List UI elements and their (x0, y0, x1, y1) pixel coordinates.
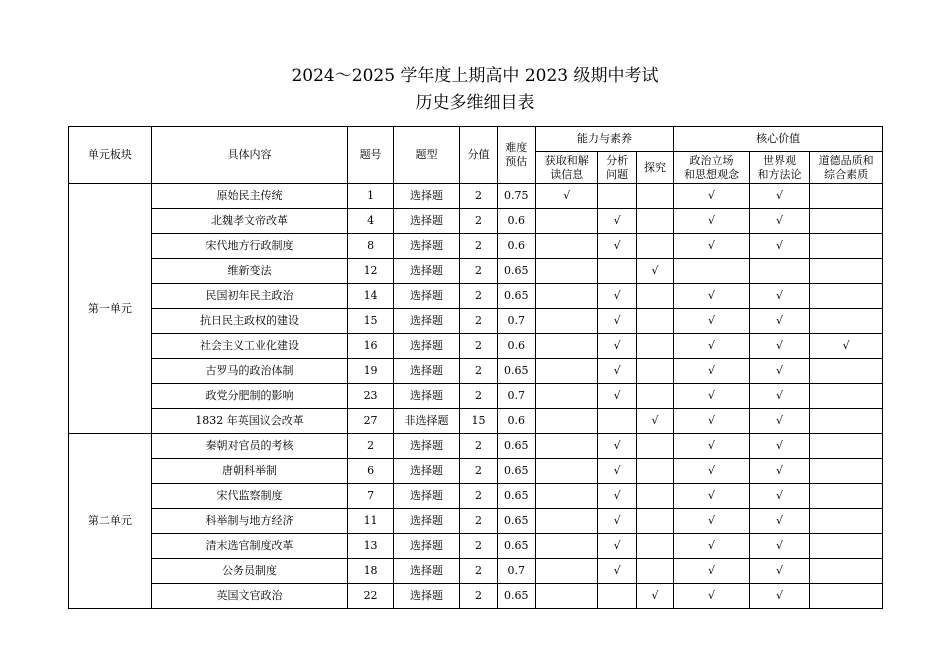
value-moral-cell (810, 534, 883, 559)
value-political-cell: √ (674, 434, 750, 459)
content-cell: 维新变法 (151, 259, 348, 284)
question-type-cell: 非选择题 (393, 409, 460, 434)
value-worldview-cell: √ (749, 284, 810, 309)
difficulty-cell: 0.7 (497, 559, 535, 584)
value-political-cell: √ (674, 484, 750, 509)
ability-analysis-cell: √ (598, 559, 636, 584)
ability-analysis-cell: √ (598, 509, 636, 534)
difficulty-cell: 0.65 (497, 434, 535, 459)
value-political-cell: √ (674, 334, 750, 359)
question-number-cell: 2 (348, 434, 393, 459)
ability-info-cell (535, 434, 598, 459)
ability-analysis-cell: √ (598, 284, 636, 309)
value-worldview-cell: √ (749, 409, 810, 434)
content-cell: 民国初年民主政治 (151, 284, 348, 309)
ability-info-cell: √ (535, 184, 598, 209)
ability-analysis-cell (598, 184, 636, 209)
table-row (69, 309, 883, 334)
score-cell: 2 (460, 559, 497, 584)
ability-analysis-cell: √ (598, 484, 636, 509)
value-moral-cell: √ (810, 334, 883, 359)
question-type-cell: 选择题 (393, 459, 460, 484)
header-ability-info: 获取和解 读信息 (535, 152, 598, 184)
table-row (69, 184, 883, 209)
ability-analysis-cell: √ (598, 334, 636, 359)
value-worldview-cell: √ (749, 459, 810, 484)
ability-analysis-cell (598, 409, 636, 434)
table-row (69, 334, 883, 359)
ability-info-cell (535, 484, 598, 509)
header-unit: 单元板块 (69, 127, 152, 184)
difficulty-cell: 0.65 (497, 584, 535, 609)
content-cell: 公务员制度 (151, 559, 348, 584)
score-cell: 2 (460, 359, 497, 384)
value-worldview-cell: √ (749, 184, 810, 209)
question-number-cell: 19 (348, 359, 393, 384)
ability-inquiry-cell (636, 359, 673, 384)
question-type-cell: 选择题 (393, 234, 460, 259)
difficulty-cell: 0.7 (497, 384, 535, 409)
table-row (69, 384, 883, 409)
question-number-cell: 1 (348, 184, 393, 209)
table-row (69, 284, 883, 309)
table-body (69, 184, 883, 609)
score-cell: 15 (460, 409, 497, 434)
question-number-cell: 11 (348, 509, 393, 534)
ability-info-cell (535, 259, 598, 284)
value-moral-cell (810, 234, 883, 259)
difficulty-cell: 0.7 (497, 309, 535, 334)
ability-info-cell (535, 384, 598, 409)
ability-inquiry-cell (636, 459, 673, 484)
content-cell: 1832 年英国议会改革 (151, 409, 348, 434)
value-moral-cell (810, 309, 883, 334)
value-worldview-cell: √ (749, 359, 810, 384)
content-cell: 北魏孝文帝改革 (151, 209, 348, 234)
ability-inquiry-cell (636, 559, 673, 584)
header-values-group: 核心价值 (674, 127, 883, 152)
header-value-moral: 道德品质和 综合素质 (810, 152, 883, 184)
value-worldview-cell (749, 259, 810, 284)
value-worldview-cell: √ (749, 434, 810, 459)
difficulty-cell: 0.65 (497, 259, 535, 284)
value-worldview-cell: √ (749, 334, 810, 359)
score-cell: 2 (460, 484, 497, 509)
table-row (69, 509, 883, 534)
spec-table (68, 126, 883, 609)
table-row (69, 234, 883, 259)
question-type-cell: 选择题 (393, 184, 460, 209)
question-type-cell: 选择题 (393, 434, 460, 459)
ability-analysis-cell: √ (598, 434, 636, 459)
document-title: 2024～2025 学年度上期高中 2023 级期中考试 (291, 66, 659, 86)
question-type-cell: 选择题 (393, 559, 460, 584)
ability-analysis-cell: √ (598, 534, 636, 559)
unit-name: 第一单元 (69, 184, 152, 434)
value-political-cell: √ (674, 409, 750, 434)
ability-info-cell (535, 309, 598, 334)
ability-inquiry-cell: √ (636, 259, 673, 284)
difficulty-cell: 0.65 (497, 359, 535, 384)
ability-inquiry-cell (636, 334, 673, 359)
value-political-cell: √ (674, 584, 750, 609)
content-cell: 秦朝对官员的考核 (151, 434, 348, 459)
score-cell: 2 (460, 284, 497, 309)
table-row (69, 434, 883, 459)
value-worldview-cell: √ (749, 509, 810, 534)
ability-inquiry-cell (636, 434, 673, 459)
ability-info-cell (535, 509, 598, 534)
content-cell: 英国文官政治 (151, 584, 348, 609)
value-political-cell: √ (674, 209, 750, 234)
ability-inquiry-cell (636, 484, 673, 509)
difficulty-cell: 0.65 (497, 284, 535, 309)
value-moral-cell (810, 359, 883, 384)
value-moral-cell (810, 259, 883, 284)
table-row (69, 209, 883, 234)
question-number-cell: 15 (348, 309, 393, 334)
value-moral-cell (810, 184, 883, 209)
ability-inquiry-cell (636, 234, 673, 259)
score-cell: 2 (460, 334, 497, 359)
value-worldview-cell: √ (749, 534, 810, 559)
value-political-cell: √ (674, 559, 750, 584)
content-cell: 宋代监察制度 (151, 484, 348, 509)
ability-analysis-cell: √ (598, 359, 636, 384)
score-cell: 2 (460, 209, 497, 234)
table-row (69, 534, 883, 559)
question-number-cell: 7 (348, 484, 393, 509)
value-worldview-cell: √ (749, 209, 810, 234)
header-question-number: 题号 (348, 127, 393, 184)
question-type-cell: 选择题 (393, 209, 460, 234)
score-cell: 2 (460, 534, 497, 559)
ability-info-cell (535, 409, 598, 434)
score-cell: 2 (460, 434, 497, 459)
value-political-cell: √ (674, 184, 750, 209)
ability-inquiry-cell (636, 534, 673, 559)
header-value-worldview: 世界观 和方法论 (749, 152, 810, 184)
ability-inquiry-cell (636, 509, 673, 534)
value-moral-cell (810, 509, 883, 534)
content-cell: 社会主义工业化建设 (151, 334, 348, 359)
ability-analysis-cell: √ (598, 384, 636, 409)
content-cell: 科举制与地方经济 (151, 509, 348, 534)
ability-analysis-cell: √ (598, 459, 636, 484)
question-number-cell: 13 (348, 534, 393, 559)
value-political-cell: √ (674, 509, 750, 534)
content-cell: 清末选官制度改革 (151, 534, 348, 559)
header-value-political: 政治立场 和思想观念 (674, 152, 750, 184)
question-number-cell: 8 (348, 234, 393, 259)
value-worldview-cell: √ (749, 559, 810, 584)
ability-inquiry-cell: √ (636, 409, 673, 434)
ability-info-cell (535, 334, 598, 359)
value-political-cell: √ (674, 534, 750, 559)
ability-info-cell (535, 559, 598, 584)
question-type-cell: 选择题 (393, 359, 460, 384)
header-difficulty: 难度 预估 (497, 127, 535, 184)
question-type-cell: 选择题 (393, 259, 460, 284)
ability-inquiry-cell (636, 284, 673, 309)
table-row (69, 559, 883, 584)
question-type-cell: 选择题 (393, 309, 460, 334)
question-type-cell: 选择题 (393, 509, 460, 534)
table-row (69, 359, 883, 384)
question-number-cell: 22 (348, 584, 393, 609)
value-moral-cell (810, 409, 883, 434)
difficulty-cell: 0.75 (497, 184, 535, 209)
value-worldview-cell: √ (749, 484, 810, 509)
question-number-cell: 12 (348, 259, 393, 284)
content-cell: 政党分肥制的影响 (151, 384, 348, 409)
question-number-cell: 14 (348, 284, 393, 309)
value-political-cell: √ (674, 459, 750, 484)
score-cell: 2 (460, 259, 497, 284)
ability-info-cell (535, 584, 598, 609)
value-worldview-cell: √ (749, 384, 810, 409)
table-row (69, 584, 883, 609)
score-cell: 2 (460, 234, 497, 259)
question-type-cell: 选择题 (393, 534, 460, 559)
question-type-cell: 选择题 (393, 384, 460, 409)
difficulty-cell: 0.65 (497, 484, 535, 509)
difficulty-cell: 0.6 (497, 409, 535, 434)
score-cell: 2 (460, 309, 497, 334)
header-row-1 (69, 127, 883, 152)
value-worldview-cell: √ (749, 234, 810, 259)
header-ability-analysis: 分析 问题 (598, 152, 636, 184)
content-cell: 宋代地方行政制度 (151, 234, 348, 259)
difficulty-cell: 0.6 (497, 334, 535, 359)
value-political-cell: √ (674, 284, 750, 309)
question-number-cell: 4 (348, 209, 393, 234)
value-moral-cell (810, 559, 883, 584)
header-question-type: 题型 (393, 127, 460, 184)
ability-inquiry-cell (636, 384, 673, 409)
score-cell: 2 (460, 509, 497, 534)
difficulty-cell: 0.65 (497, 509, 535, 534)
question-type-cell: 选择题 (393, 284, 460, 309)
value-moral-cell (810, 284, 883, 309)
header-ability-group: 能力与素养 (535, 127, 673, 152)
ability-analysis-cell (598, 259, 636, 284)
ability-info-cell (535, 459, 598, 484)
value-moral-cell (810, 209, 883, 234)
value-political-cell: √ (674, 234, 750, 259)
unit-name: 第二单元 (69, 434, 152, 609)
ability-inquiry-cell (636, 184, 673, 209)
question-number-cell: 16 (348, 334, 393, 359)
table-row (69, 484, 883, 509)
content-cell: 抗日民主政权的建设 (151, 309, 348, 334)
ability-inquiry-cell: √ (636, 584, 673, 609)
ability-analysis-cell: √ (598, 209, 636, 234)
question-type-cell: 选择题 (393, 484, 460, 509)
value-worldview-cell: √ (749, 584, 810, 609)
header-content: 具体内容 (151, 127, 348, 184)
score-cell: 2 (460, 384, 497, 409)
value-moral-cell (810, 459, 883, 484)
value-political-cell: √ (674, 384, 750, 409)
ability-analysis-cell (598, 584, 636, 609)
table-row (69, 259, 883, 284)
difficulty-cell: 0.6 (497, 209, 535, 234)
table-row (69, 409, 883, 434)
question-number-cell: 6 (348, 459, 393, 484)
document-subtitle: 历史多维细目表 (415, 93, 535, 113)
ability-inquiry-cell (636, 309, 673, 334)
value-political-cell: √ (674, 309, 750, 334)
value-moral-cell (810, 484, 883, 509)
question-number-cell: 27 (348, 409, 393, 434)
ability-analysis-cell: √ (598, 309, 636, 334)
content-cell: 古罗马的政治体制 (151, 359, 348, 384)
value-worldview-cell: √ (749, 309, 810, 334)
header-ability-inquiry: 探究 (636, 152, 673, 184)
value-moral-cell (810, 434, 883, 459)
question-number-cell: 23 (348, 384, 393, 409)
difficulty-cell: 0.65 (497, 459, 535, 484)
header-score: 分值 (460, 127, 497, 184)
difficulty-cell: 0.6 (497, 234, 535, 259)
score-cell: 2 (460, 584, 497, 609)
table-row (69, 459, 883, 484)
value-political-cell (674, 259, 750, 284)
score-cell: 2 (460, 459, 497, 484)
content-cell: 原始民主传统 (151, 184, 348, 209)
value-political-cell: √ (674, 359, 750, 384)
question-type-cell: 选择题 (393, 584, 460, 609)
ability-info-cell (535, 359, 598, 384)
ability-info-cell (535, 284, 598, 309)
ability-inquiry-cell (636, 209, 673, 234)
value-moral-cell (810, 584, 883, 609)
question-number-cell: 18 (348, 559, 393, 584)
ability-analysis-cell: √ (598, 234, 636, 259)
difficulty-cell: 0.65 (497, 534, 535, 559)
ability-info-cell (535, 234, 598, 259)
value-moral-cell (810, 384, 883, 409)
content-cell: 唐朝科举制 (151, 459, 348, 484)
score-cell: 2 (460, 184, 497, 209)
ability-info-cell (535, 209, 598, 234)
ability-info-cell (535, 534, 598, 559)
question-type-cell: 选择题 (393, 334, 460, 359)
